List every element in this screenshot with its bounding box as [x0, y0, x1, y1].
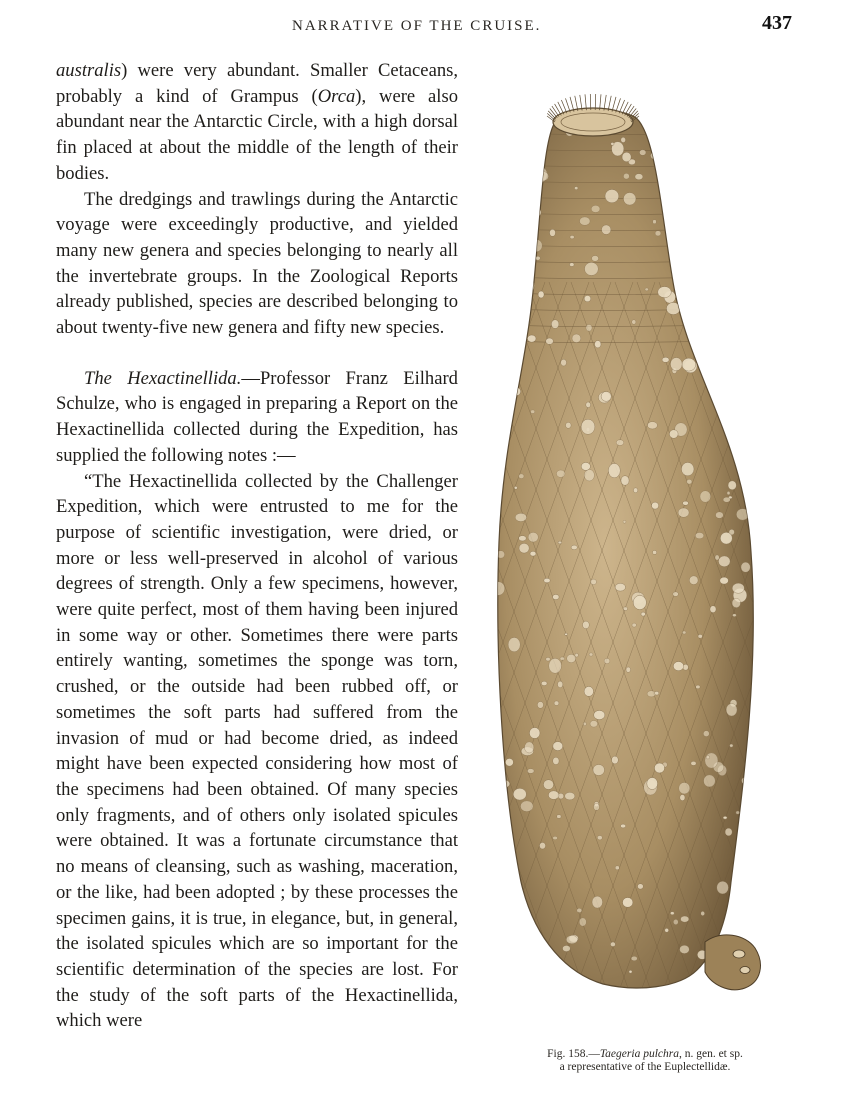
- sponge-pore: [581, 419, 595, 434]
- sponge-pore: [673, 919, 678, 924]
- sponge-pore: [590, 721, 598, 728]
- sponge-pore: [539, 842, 545, 849]
- sponge-pore: [669, 430, 678, 439]
- sponge-pore: [757, 355, 761, 359]
- sponge-pore: [536, 171, 549, 181]
- genus-name-orca: Orca: [317, 85, 356, 107]
- sponge-pore: [612, 756, 619, 764]
- sponge-pore: [514, 169, 522, 177]
- sponge-pore: [623, 193, 636, 206]
- sponge-pore: [621, 137, 626, 142]
- sponge-pore: [583, 621, 590, 629]
- sponge-pore: [621, 476, 629, 486]
- sponge-pore: [509, 174, 522, 189]
- fringe-spicule: [616, 98, 621, 112]
- sponge-pore: [579, 918, 586, 926]
- paragraph-cetaceans-text: ) were very abundant. Smaller Cetaceans, probably a kind of Grampus (: [56, 60, 458, 107]
- sponge-pore: [710, 606, 716, 613]
- sponge-pore: [525, 742, 534, 753]
- figure-sponge-illustration: [483, 82, 813, 1042]
- caption-line-2: a representative of the Euplectellidæ.: [559, 1061, 731, 1073]
- paragraph-dredgings: The dredgings and trawlings during the Antarctic voyage were exceedingly productive, and yielded many new genera and species belonging to nearly all the invertebrate groups. In the Zoological Reports already published, species are described belonging to about twenty-five new genera and fifty new species.: [56, 188, 458, 339]
- sponge-pore: [496, 156, 510, 169]
- sponge-pore: [716, 512, 724, 519]
- sponge-pore: [715, 555, 719, 560]
- sponge-pore: [570, 235, 574, 238]
- sponge-pore: [584, 295, 591, 301]
- sponge-pore: [513, 248, 520, 256]
- sponge-pore: [744, 258, 750, 263]
- sponge-pore: [583, 722, 586, 726]
- sponge-pore: [723, 497, 730, 502]
- sponge-pore: [654, 763, 664, 773]
- sponge-pore: [749, 216, 757, 226]
- sponge-pore: [615, 866, 619, 870]
- sponge-pore: [623, 173, 629, 179]
- sponge-pore: [723, 816, 727, 819]
- sponge-pore: [566, 935, 577, 943]
- lattice-line: [769, 282, 813, 1002]
- sponge-pore: [682, 631, 686, 634]
- sponge-pore: [631, 956, 637, 961]
- fringe-spicule: [595, 94, 596, 110]
- sponge-pore: [687, 479, 692, 484]
- sponge-pore: [647, 778, 658, 790]
- body-text-column: [56, 58, 458, 1034]
- sponge-pore: [529, 269, 533, 273]
- sponge-pore: [698, 634, 702, 638]
- sponge-pore: [652, 502, 659, 509]
- sponge-pore: [710, 224, 716, 229]
- sponge-pore: [750, 135, 758, 142]
- sponge-pore: [589, 653, 593, 656]
- sponge-pore: [665, 928, 669, 932]
- sponge-pore: [635, 174, 643, 180]
- sponge-pore: [566, 422, 572, 428]
- sponge-pore: [615, 583, 625, 591]
- sponge-pore: [565, 633, 568, 635]
- sponge-pore: [505, 758, 513, 766]
- sponge-pore: [753, 760, 766, 774]
- sponge-pore: [745, 811, 753, 817]
- sponge-pore: [744, 206, 751, 211]
- sponge-pore: [639, 150, 646, 156]
- sponge-pore: [666, 217, 680, 232]
- caption-rest: , n. gen. et sp.: [678, 1048, 743, 1060]
- sponge-pore: [490, 397, 496, 404]
- sponge-pore: [501, 780, 509, 787]
- sponge-pore: [702, 140, 713, 150]
- sponge-pore: [761, 143, 764, 146]
- sponge-pore: [580, 217, 591, 225]
- sponge-pore: [610, 942, 615, 947]
- sponge-pore: [670, 358, 682, 371]
- sponge-pore: [604, 658, 610, 663]
- sponge-pore: [527, 335, 536, 342]
- sponge-pore: [748, 913, 760, 926]
- sponge-pore: [739, 154, 751, 168]
- figure-caption: [500, 1048, 790, 1074]
- sponge-pore: [602, 225, 611, 235]
- sponge-pore: [681, 462, 694, 475]
- sponge-pore: [725, 828, 732, 836]
- sponge-pore: [546, 338, 554, 344]
- sponge-pore: [548, 791, 559, 800]
- sponge-pore: [584, 469, 594, 481]
- sponge-pore: [546, 657, 550, 661]
- running-head: [0, 10, 850, 40]
- sponge-pore: [586, 324, 592, 331]
- sponge-pore: [704, 775, 716, 787]
- sponge-pore: [647, 422, 657, 429]
- caption-species-name: Taegeria pulchra: [599, 1048, 679, 1060]
- sponge-pore: [681, 141, 687, 145]
- sponge-pore: [730, 422, 736, 427]
- sponge-pore: [679, 782, 690, 794]
- sponge-basal-tuft: [705, 935, 760, 990]
- sponge-pore: [531, 410, 535, 414]
- sponge-pore: [638, 884, 644, 889]
- sponge-pore: [720, 532, 732, 544]
- sponge-pore: [689, 576, 698, 585]
- sponge-pore: [685, 218, 697, 231]
- sponge-pore: [717, 881, 729, 894]
- sponge-pore: [541, 681, 547, 685]
- sponge-pore: [645, 288, 649, 291]
- sponge-pore: [608, 463, 620, 477]
- lattice-line: [747, 282, 813, 1002]
- sponge-pore: [732, 598, 741, 607]
- sponge-pore: [592, 256, 599, 262]
- sponge-pore: [560, 657, 565, 660]
- sponge-pore: [728, 481, 736, 490]
- sponge-pore: [553, 742, 563, 751]
- paragraph-schulze-notes: “The Hexactinellida collected by the Challenger Expedition, which were entrusted to me for the purpose of scientific investigation, were dried, or more or less well-preserved in alcohol of various degrees of strength. Only a few specimens, however, were quite perfect, most of them having been injured in some way or other. Sometimes there were parts entirely wanting, sometimes the sponge was torn, crushed, or the outside had been rubbed off, or sometimes the soft parts had suffered from the invasion of mud or had become dried, as indeed might have been expected considering how most of the specimens had been obtained. Of many species only fragments, and of others only isolated spicules were obtained. It was a fortunate circumstance that no means of cleansing, such as washing, maceration, or the like, had been adopted ; by these processes the specimen gains, it is true, in elegance, but, in general, the isolated spicules which are so important for the scientific determination of the species are lost. For the study of the soft parts of the Hexactinellida, which were: [56, 470, 458, 1032]
- sponge-pore: [522, 291, 528, 296]
- sponge-pore: [703, 731, 709, 737]
- sponge-pore: [494, 239, 501, 245]
- sponge-pore: [572, 334, 581, 343]
- sponge-pore: [728, 272, 731, 275]
- sponge-pore: [758, 690, 763, 695]
- sponge-pore: [519, 474, 524, 479]
- sponge-pore: [538, 291, 544, 298]
- fringe-spicule: [570, 97, 574, 112]
- sponge-pore: [669, 194, 672, 197]
- sponge-pore: [647, 691, 655, 697]
- lattice-line: [769, 282, 813, 1002]
- sponge-pore: [696, 685, 700, 689]
- sponge-pore: [754, 514, 767, 527]
- sponge-pore: [736, 811, 740, 814]
- sponge-pore: [577, 908, 582, 912]
- sponge-pore: [623, 898, 633, 908]
- lattice-line: [791, 282, 813, 1002]
- sponge-pore: [754, 488, 767, 501]
- sponge-pore: [557, 815, 561, 819]
- sponge-pore: [622, 152, 631, 162]
- sponge-pore: [591, 205, 600, 212]
- sponge-pore: [626, 667, 631, 672]
- sponge-pore: [623, 520, 626, 523]
- sponge-pore: [641, 612, 645, 616]
- sponge-pore: [581, 462, 590, 470]
- sponge-pore: [616, 440, 624, 446]
- sponge-pore: [495, 317, 508, 326]
- sponge-pore: [543, 780, 553, 790]
- sponge-pore: [533, 129, 543, 136]
- sponge-pore: [726, 704, 737, 717]
- sponge-pore: [523, 227, 535, 241]
- sponge-pore: [680, 795, 685, 801]
- sponge-pore: [701, 911, 705, 915]
- sponge-pore: [510, 318, 515, 322]
- sponge-pore: [718, 556, 730, 567]
- sponge-pore: [632, 623, 636, 627]
- sponge-pore: [544, 578, 550, 583]
- sponge-pore: [521, 141, 533, 149]
- sponge-pore: [747, 405, 755, 412]
- sponge-pore: [735, 226, 746, 237]
- sponge-pore: [593, 765, 605, 776]
- sponge-pore: [504, 346, 512, 354]
- sponge-pore: [495, 152, 508, 163]
- sponge-pore: [493, 582, 505, 596]
- sponge-pore: [681, 916, 689, 922]
- sponge-pore: [621, 824, 626, 828]
- caption-line-1: [500, 1048, 790, 1061]
- sponge-pore: [553, 836, 558, 839]
- page-number: 437: [762, 12, 792, 34]
- sponge-pore: [744, 407, 755, 417]
- sponge-pore: [597, 836, 602, 840]
- sponge-pore: [591, 579, 597, 585]
- sponge-pore: [695, 532, 704, 538]
- sponge-pore: [633, 488, 637, 493]
- sponge-pore: [570, 263, 575, 267]
- sponge-pore: [558, 541, 562, 544]
- sponge-drawing: [483, 82, 813, 1042]
- paragraph-hexactinellida-intro-text: —Professor Franz Eilhard Schulze, who is engaged in preparing a Report on the Hexactinellida collected during the Expedition, has supplied the following notes :—: [56, 367, 458, 466]
- sponge-pore: [730, 744, 734, 747]
- sponge-pore: [565, 792, 575, 800]
- sponge-pore: [673, 592, 679, 597]
- sponge-pore: [586, 402, 591, 408]
- sponge-pore: [716, 284, 721, 289]
- sponge-pore: [561, 359, 567, 366]
- sponge-pore: [558, 681, 563, 688]
- sponge-pore: [732, 583, 744, 593]
- sponge-pore: [678, 508, 689, 517]
- running-title: NARRATIVE OF THE CRUISE.: [292, 18, 542, 34]
- lattice-band: [483, 130, 813, 135]
- sponge-pore: [691, 241, 697, 247]
- sponge-pore: [755, 134, 759, 138]
- caption-prefix: Fig. 158.—: [547, 1048, 600, 1060]
- sponge-pore: [741, 562, 750, 572]
- paragraph-cetaceans: [56, 58, 458, 187]
- sponge-pore: [658, 287, 672, 298]
- sponge-pore: [754, 659, 760, 664]
- sponge-pore: [605, 189, 619, 202]
- sponge-pore: [655, 691, 659, 695]
- sponge-pore: [527, 769, 534, 774]
- sponge-pore: [747, 806, 760, 817]
- sponge-pore: [556, 470, 565, 477]
- sponge-pore: [584, 686, 593, 696]
- lattice-line: [791, 282, 813, 1002]
- paragraph-cetaceans-text-2: ), were also abundant near the Antarctic Circle, with a high dorsal fin placed at about the middle of the length of their bodies.: [56, 85, 458, 184]
- sponge-pore: [695, 306, 702, 313]
- sponge-pore: [732, 614, 736, 617]
- sponge-pore: [594, 803, 600, 810]
- sponge-pore: [683, 501, 689, 505]
- fringe-spicule: [612, 97, 616, 112]
- fringe-spicule: [566, 98, 571, 112]
- fringe-spicule: [590, 94, 591, 110]
- sponge-pore: [551, 320, 559, 329]
- sponge-pore: [673, 662, 683, 671]
- sponge-pore: [530, 551, 536, 556]
- sponge-pore: [594, 710, 605, 719]
- sponge-pore: [632, 320, 636, 325]
- sponge-pore: [515, 513, 526, 521]
- lattice-line: [747, 282, 813, 1002]
- sponge-pore: [682, 358, 696, 371]
- sponge-pore: [595, 341, 601, 348]
- sponge-pore: [742, 777, 749, 784]
- sponge-pore: [601, 392, 611, 402]
- sponge-pore: [743, 383, 756, 396]
- sponge-pore: [549, 658, 562, 673]
- sponge-pore: [519, 143, 524, 148]
- sponge-pore: [517, 244, 520, 247]
- sponge-pore: [537, 702, 543, 709]
- sponge-pore: [655, 231, 661, 236]
- sponge-pore: [719, 368, 722, 371]
- sponge-pore: [490, 536, 497, 543]
- sponge-pore: [553, 594, 560, 599]
- fringe-spicule: [555, 104, 562, 116]
- sponge-pore: [490, 434, 499, 443]
- sponge-pore: [691, 761, 696, 765]
- sponge-pore: [550, 229, 556, 236]
- sponge-osculum-rim: [547, 94, 639, 136]
- sponge-pore: [727, 491, 730, 495]
- paragraph-hexactinellida-intro: [56, 366, 458, 469]
- sponge-pore: [629, 970, 632, 973]
- sponge-pore: [571, 545, 577, 550]
- sponge-pore: [705, 753, 718, 768]
- sponge-pore: [668, 137, 671, 140]
- sponge-pore: [508, 637, 520, 651]
- sponge-pore: [529, 728, 540, 739]
- sponge-pore: [519, 536, 527, 541]
- sponge-body: [483, 110, 813, 1002]
- sponge-pore: [662, 357, 669, 362]
- sponge-pore: [563, 945, 571, 951]
- sponge-pore: [592, 896, 603, 908]
- sponge-pore: [633, 595, 646, 609]
- sponge-pore: [519, 543, 529, 553]
- sponge-pore: [514, 486, 517, 489]
- sponge-pore: [513, 788, 526, 800]
- sponge-pore: [611, 142, 614, 145]
- section-heading-hexactinellida: The Hexactinellida.: [84, 367, 242, 389]
- sponge-pore: [623, 607, 627, 611]
- sponge-pore: [567, 654, 576, 662]
- sponge-pore: [670, 912, 674, 915]
- sponge-pore: [585, 262, 599, 275]
- sponge-pore: [680, 945, 690, 953]
- species-name-australis: australis: [56, 60, 122, 81]
- sponge-pore: [739, 272, 744, 277]
- sponge-pore: [513, 188, 518, 192]
- sponge-pore: [554, 701, 559, 706]
- sponge-pore: [653, 550, 657, 554]
- sponge-pore: [674, 226, 685, 237]
- sponge-pore: [700, 491, 711, 503]
- sponge-pore: [530, 956, 534, 960]
- sponge-pore: [574, 187, 578, 190]
- sponge-pore: [706, 756, 709, 759]
- sponge-pore: [720, 577, 729, 584]
- sponge-pore: [553, 757, 559, 764]
- sponge-pore: [520, 801, 533, 812]
- sponge-pore: [528, 532, 538, 542]
- sponge-pore: [653, 220, 657, 224]
